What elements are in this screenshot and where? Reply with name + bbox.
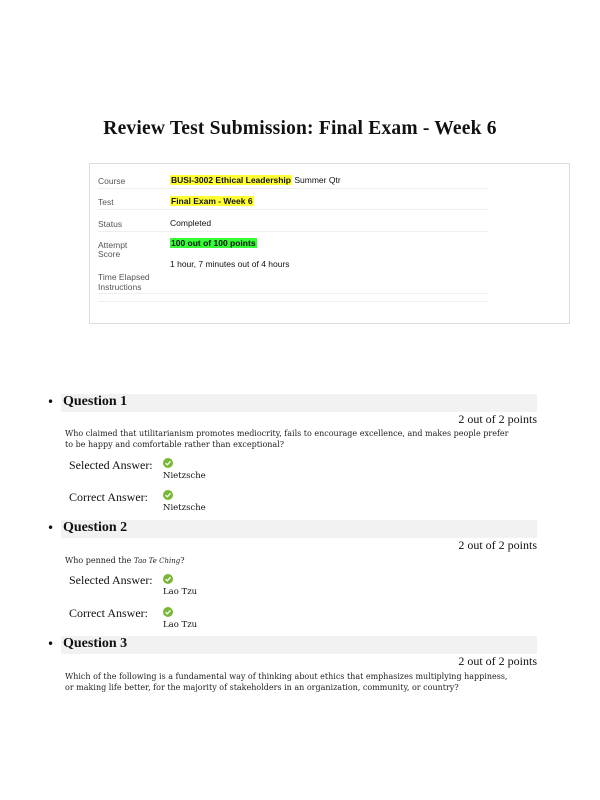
check-icon (163, 574, 173, 584)
question-points: 2 out of 2 points (458, 538, 537, 552)
question-header (61, 520, 537, 538)
selected-answer-value: Lao Tzu (163, 587, 198, 597)
course-name[interactable]: BUSI-3002 Ethical Leadership (171, 175, 291, 185)
bullet-icon: • (47, 637, 55, 651)
question-2 (47, 520, 547, 635)
course-term: Summer Qtr (294, 175, 341, 185)
selected-answer-label: Selected Answer: (69, 573, 153, 587)
bullet-icon: • (47, 521, 55, 535)
test-label: Test (98, 197, 114, 207)
question-title: Question 1 (63, 394, 128, 409)
score-badge: 100 out of 100 points (171, 238, 256, 248)
question-text (65, 556, 515, 567)
summary-row-status (98, 217, 488, 232)
question-text: Which of the following is a fundamental way of thinking about ethics that emphasizes multiplying happiness, or making life better, for the majority of stakeholders in an organization, community, or country? (65, 672, 508, 692)
attempt-label: Attempt (98, 240, 128, 250)
course-value[interactable] (170, 175, 341, 186)
check-icon (163, 490, 173, 500)
check-icon (163, 607, 173, 617)
question-points: 2 out of 2 points (458, 654, 537, 668)
status-label: Status (98, 219, 123, 229)
question-points: 2 out of 2 points (458, 412, 537, 426)
question-header (61, 636, 537, 654)
page-title: Review Test Submission: Final Exam - Week 6 (103, 118, 497, 139)
question-text-suffix: ? (180, 556, 185, 565)
summary-row-course (98, 174, 488, 189)
selected-answer-label: Selected Answer: (69, 458, 153, 472)
question-text: Who claimed that utilitarianism promotes mediocrity, fails to encourage excellence, and makes people prefer to be happy and comfortable rather than exceptional? (65, 429, 509, 449)
summary-divider (98, 300, 488, 302)
check-icon (163, 458, 173, 468)
summary-row-time (98, 271, 488, 294)
question-title: Question 3 (63, 636, 128, 651)
submission-summary (89, 163, 570, 324)
bullet-icon: • (47, 395, 55, 409)
time-elapsed-value: 1 hour, 7 minutes out of 4 hours (170, 259, 290, 269)
correct-answer-value: Lao Tzu (163, 620, 198, 630)
test-value (170, 196, 254, 207)
course-label: Course (98, 176, 126, 186)
time-elapsed-label: Time Elapsed (98, 272, 150, 282)
question-1 (47, 394, 547, 524)
correct-answer-label: Correct Answer: (69, 606, 148, 620)
instructions-label: Instructions (98, 282, 142, 290)
book-title: Tao Te Ching (133, 557, 181, 565)
score-value (170, 238, 257, 249)
question-header (61, 394, 537, 412)
correct-answer-value: Nietzsche (163, 503, 206, 513)
test-name: Final Exam - Week 6 (171, 196, 253, 206)
summary-row-test (98, 195, 488, 210)
summary-row-score (98, 237, 488, 269)
question-text-prefix: Who penned the (65, 556, 134, 565)
question-title: Question 2 (63, 520, 128, 535)
status-value: Completed (170, 218, 212, 228)
selected-answer-value: Nietzsche (163, 471, 206, 481)
question-3 (47, 636, 547, 711)
correct-answer-label: Correct Answer: (69, 490, 148, 504)
score-label: Score (98, 249, 121, 259)
